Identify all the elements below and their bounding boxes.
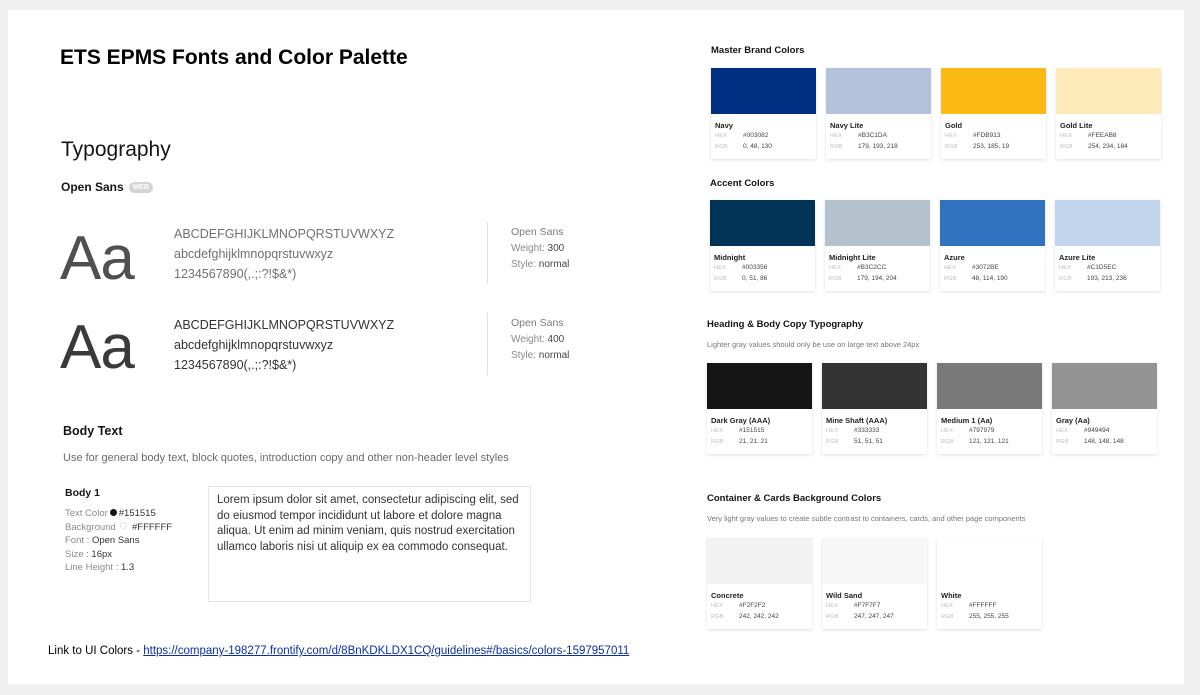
hex-row bbox=[1060, 131, 1157, 142]
rgb-key: RGB bbox=[1060, 143, 1073, 150]
ui-colors-link-row bbox=[48, 645, 629, 657]
container-colors-title: Container & Cards Background Colors bbox=[707, 493, 882, 504]
digit-glyphs: 1234567890(,.;:?!$&*) bbox=[174, 358, 297, 372]
color-info bbox=[822, 584, 927, 622]
uppercase-glyphs: ABCDEFGHIJKLMNOPQRSTUVWXYZ bbox=[174, 318, 395, 332]
rgb-row bbox=[826, 437, 923, 448]
color-swatch bbox=[822, 363, 927, 409]
color-card bbox=[941, 68, 1046, 159]
hex-key: HEX bbox=[826, 603, 839, 609]
uppercase-glyphs: ABCDEFGHIJKLMNOPQRSTUVWXYZ bbox=[174, 227, 395, 241]
font-name: Open Sans bbox=[61, 180, 124, 194]
rgb-row bbox=[1060, 142, 1157, 153]
font-spec: Font : Open Sans bbox=[65, 535, 140, 546]
hex-key: HEX bbox=[830, 133, 843, 139]
rgb-key: RGB bbox=[715, 143, 728, 150]
rgb-row bbox=[941, 612, 1038, 623]
color-name: Navy bbox=[715, 121, 733, 130]
hex-value: #FFFFFF bbox=[969, 602, 997, 609]
hex-key: HEX bbox=[941, 428, 954, 434]
hex-value: #F2F2F2 bbox=[739, 602, 766, 609]
spec-weight: Weight: 300 bbox=[511, 242, 565, 254]
spec-divider bbox=[487, 222, 488, 284]
color-swatch bbox=[1056, 68, 1161, 114]
color-card bbox=[825, 200, 930, 291]
color-card bbox=[707, 538, 812, 629]
hex-key: HEX bbox=[1059, 265, 1072, 271]
hex-value: #FDB913 bbox=[973, 132, 1001, 139]
color-swatch bbox=[825, 200, 930, 246]
lowercase-glyphs: abcdefghijklmnopqrstuvwxyz bbox=[174, 338, 334, 352]
color-card bbox=[1056, 68, 1161, 159]
rgb-row bbox=[1056, 437, 1153, 448]
rgb-value: 179, 194, 204 bbox=[857, 274, 897, 282]
rgb-key: RGB bbox=[944, 275, 957, 282]
color-card bbox=[940, 200, 1045, 291]
hex-key: HEX bbox=[715, 133, 728, 139]
rgb-row bbox=[714, 274, 811, 285]
background-spec: Background #FFFFFF bbox=[65, 521, 173, 533]
rgb-row bbox=[711, 612, 808, 623]
color-swatch bbox=[937, 538, 1042, 584]
rgb-key: RGB bbox=[941, 438, 954, 445]
color-name: Concrete bbox=[711, 591, 744, 600]
hex-row bbox=[1059, 263, 1156, 274]
typography-heading: Typography bbox=[61, 138, 171, 161]
body1-specs bbox=[65, 507, 172, 575]
rgb-key: RGB bbox=[711, 438, 724, 445]
color-info bbox=[1056, 114, 1161, 152]
rgb-key: RGB bbox=[945, 143, 958, 150]
rgb-row bbox=[826, 612, 923, 623]
font-spec-regular bbox=[511, 315, 569, 365]
color-card bbox=[707, 363, 812, 454]
color-swatch bbox=[826, 68, 931, 114]
master-brand-title: Master Brand Colors bbox=[711, 45, 805, 56]
rgb-value: 242, 242, 242 bbox=[739, 612, 779, 620]
color-name: Mine Shaft (AAA) bbox=[826, 416, 888, 425]
color-info bbox=[937, 584, 1042, 622]
hex-value: #003082 bbox=[743, 132, 769, 139]
rgb-value: 253, 185, 19 bbox=[973, 142, 1010, 150]
hex-key: HEX bbox=[1060, 133, 1073, 139]
rgb-value: 51, 51, 51 bbox=[854, 437, 883, 445]
hex-key: HEX bbox=[829, 265, 842, 271]
color-info bbox=[710, 246, 815, 284]
color-swatch bbox=[710, 200, 815, 246]
hex-key: HEX bbox=[826, 428, 839, 434]
body-text-description: Use for general body text, block quotes, introduction copy and other non-header level styles bbox=[63, 452, 509, 464]
color-card bbox=[822, 363, 927, 454]
ui-colors-link[interactable]: https://company-198277.frontify.com/d/8BnKDKLDX1CQ/guidelines#/basics/colors-1597957011 bbox=[143, 645, 630, 657]
color-info bbox=[711, 114, 816, 152]
hex-row bbox=[944, 263, 1041, 274]
color-swatch bbox=[711, 68, 816, 114]
rgb-value: 121, 121, 121 bbox=[969, 437, 1009, 445]
hex-value: #3072BE bbox=[972, 264, 999, 271]
color-card bbox=[1052, 363, 1157, 454]
rgb-value: 21, 21, 21 bbox=[739, 437, 768, 445]
color-name: Dark Gray (AAA) bbox=[711, 416, 771, 425]
hex-value: #B3C2CC bbox=[857, 264, 887, 271]
hex-value: #003356 bbox=[742, 264, 768, 271]
rgb-value: 0, 51, 86 bbox=[742, 274, 768, 282]
rgb-value: 48, 114, 190 bbox=[972, 274, 1008, 282]
color-name: Midnight bbox=[714, 253, 746, 262]
rgb-key: RGB bbox=[941, 613, 954, 620]
color-info bbox=[822, 409, 927, 447]
color-swatch bbox=[707, 538, 812, 584]
rgb-key: RGB bbox=[830, 143, 843, 150]
hex-row bbox=[714, 263, 811, 274]
color-name: Gray (Aa) bbox=[1056, 416, 1090, 425]
color-name: Medium 1 (Aa) bbox=[941, 416, 993, 425]
body-sample-text: Lorem ipsum dolor sit amet, consectetur adipiscing elit, sed do eiusmod tempor incididunt ut labore et dolore magna aliqua. Ut enim ad minim veniam, quis nostrud exercitation ullamco laboris nisi ut aliquip ex ea commodo consequat. bbox=[208, 486, 531, 602]
rgb-row bbox=[941, 437, 1038, 448]
rgb-value: 247, 247, 247 bbox=[854, 612, 894, 620]
heading-body-description: Lighter gray values should only be use on large text above 24px bbox=[707, 340, 920, 349]
rgb-value: 254, 234, 184 bbox=[1088, 142, 1128, 150]
container-colors-description: Very light gray values to create subtle contrast to containers, cards, and other page components bbox=[707, 514, 1026, 523]
color-card bbox=[826, 68, 931, 159]
color-info bbox=[825, 246, 930, 284]
color-info bbox=[707, 584, 812, 622]
size-spec: Size : 16px bbox=[65, 548, 113, 560]
rgb-row bbox=[1059, 274, 1156, 285]
aa-sample-regular: Aa bbox=[60, 313, 134, 382]
color-card bbox=[937, 363, 1042, 454]
hex-key: HEX bbox=[714, 265, 727, 271]
hex-row bbox=[711, 426, 808, 437]
spec-font-name: Open Sans bbox=[511, 317, 564, 329]
rgb-row bbox=[711, 437, 808, 448]
color-name: Wild Sand bbox=[826, 591, 863, 600]
rgb-key: RGB bbox=[711, 613, 724, 620]
rgb-row bbox=[829, 274, 926, 285]
color-swatch bbox=[940, 200, 1045, 246]
hex-key: HEX bbox=[945, 133, 958, 139]
spec-font-name: Open Sans bbox=[511, 226, 564, 238]
web-badge: WEB bbox=[129, 182, 153, 193]
rgb-value: 179, 193, 218 bbox=[858, 142, 898, 150]
color-swatch bbox=[1055, 200, 1160, 246]
color-card bbox=[1055, 200, 1160, 291]
color-swatch bbox=[937, 363, 1042, 409]
color-name: Gold bbox=[945, 121, 963, 130]
rgb-value: 148, 148, 148 bbox=[1084, 437, 1124, 445]
hex-row bbox=[941, 426, 1038, 437]
hex-key: HEX bbox=[1056, 428, 1069, 434]
rgb-key: RGB bbox=[714, 275, 727, 282]
spec-style: Style: normal bbox=[511, 350, 570, 361]
color-name: Navy Lite bbox=[830, 121, 864, 130]
hex-value: #151515 bbox=[739, 427, 765, 434]
spec-divider bbox=[487, 313, 488, 375]
link-label: Link to UI Colors - bbox=[48, 645, 141, 657]
hex-row bbox=[826, 426, 923, 437]
color-info bbox=[941, 114, 1046, 152]
font-name-row bbox=[61, 180, 153, 194]
hex-key: HEX bbox=[711, 428, 724, 434]
hex-value: #B3C1DA bbox=[858, 132, 887, 139]
color-swatch bbox=[1052, 363, 1157, 409]
hex-row bbox=[1056, 426, 1153, 437]
color-dot-icon bbox=[120, 522, 127, 529]
aa-sample-light: Aa bbox=[60, 224, 134, 293]
hex-row bbox=[711, 601, 808, 612]
body-text-heading: Body Text bbox=[63, 424, 123, 438]
color-swatch bbox=[822, 538, 927, 584]
hex-value: #949494 bbox=[1084, 427, 1110, 434]
hex-row bbox=[830, 131, 927, 142]
color-swatch bbox=[941, 68, 1046, 114]
color-name: Midnight Lite bbox=[829, 253, 876, 262]
color-card bbox=[711, 68, 816, 159]
lowercase-glyphs: abcdefghijklmnopqrstuvwxyz bbox=[174, 247, 334, 261]
text-color-spec: Text Color #151515 bbox=[65, 508, 156, 519]
hex-key: HEX bbox=[944, 265, 957, 271]
hex-row bbox=[945, 131, 1042, 142]
digit-glyphs: 1234567890(,.;:?!$&*) bbox=[174, 267, 297, 281]
body1-heading: Body 1 bbox=[65, 487, 101, 499]
hex-value: #797979 bbox=[969, 427, 995, 434]
color-info bbox=[940, 246, 1045, 284]
color-info bbox=[707, 409, 812, 447]
hex-row bbox=[715, 131, 812, 142]
color-dot-icon bbox=[110, 509, 117, 516]
rgb-value: 0, 48, 130 bbox=[743, 142, 772, 150]
color-name: Azure Lite bbox=[1059, 253, 1096, 262]
slide bbox=[8, 10, 1184, 684]
rgb-value: 255, 255, 255 bbox=[969, 612, 1009, 620]
color-card bbox=[710, 200, 815, 291]
color-info bbox=[937, 409, 1042, 447]
color-info bbox=[1052, 409, 1157, 447]
hex-key: HEX bbox=[711, 603, 724, 609]
rgb-key: RGB bbox=[826, 438, 839, 445]
rgb-row bbox=[945, 142, 1042, 153]
heading-body-title: Heading & Body Copy Typography bbox=[707, 319, 864, 330]
accent-colors-title: Accent Colors bbox=[710, 178, 775, 189]
rgb-key: RGB bbox=[1056, 438, 1069, 445]
font-spec-light bbox=[511, 224, 569, 274]
color-name: Gold Lite bbox=[1060, 121, 1093, 130]
color-swatch bbox=[707, 363, 812, 409]
hex-row bbox=[826, 601, 923, 612]
color-info bbox=[826, 114, 931, 152]
spec-weight: Weight: 400 bbox=[511, 333, 565, 345]
rgb-row bbox=[830, 142, 927, 153]
rgb-row bbox=[944, 274, 1041, 285]
color-card bbox=[822, 538, 927, 629]
spec-style: Style: normal bbox=[511, 259, 570, 270]
line-height-spec: Line Height : 1.3 bbox=[65, 562, 135, 573]
color-name: White bbox=[941, 591, 962, 600]
hex-row bbox=[941, 601, 1038, 612]
page-title: ETS EPMS Fonts and Color Palette bbox=[60, 46, 408, 69]
glyph-block-regular bbox=[174, 315, 394, 375]
color-info bbox=[1055, 246, 1160, 284]
color-name: Azure bbox=[944, 253, 965, 262]
hex-value: #F7F7F7 bbox=[854, 602, 881, 609]
glyph-block-light bbox=[174, 224, 394, 284]
rgb-key: RGB bbox=[1059, 275, 1072, 282]
hex-value: #333333 bbox=[854, 427, 880, 434]
color-card bbox=[937, 538, 1042, 629]
rgb-row bbox=[715, 142, 812, 153]
hex-value: #C1D5EC bbox=[1087, 264, 1117, 271]
hex-value: #FEEAB8 bbox=[1088, 132, 1117, 139]
rgb-key: RGB bbox=[829, 275, 842, 282]
rgb-key: RGB bbox=[826, 613, 839, 620]
rgb-value: 193, 213, 236 bbox=[1087, 274, 1127, 282]
hex-key: HEX bbox=[941, 603, 954, 609]
hex-row bbox=[829, 263, 926, 274]
